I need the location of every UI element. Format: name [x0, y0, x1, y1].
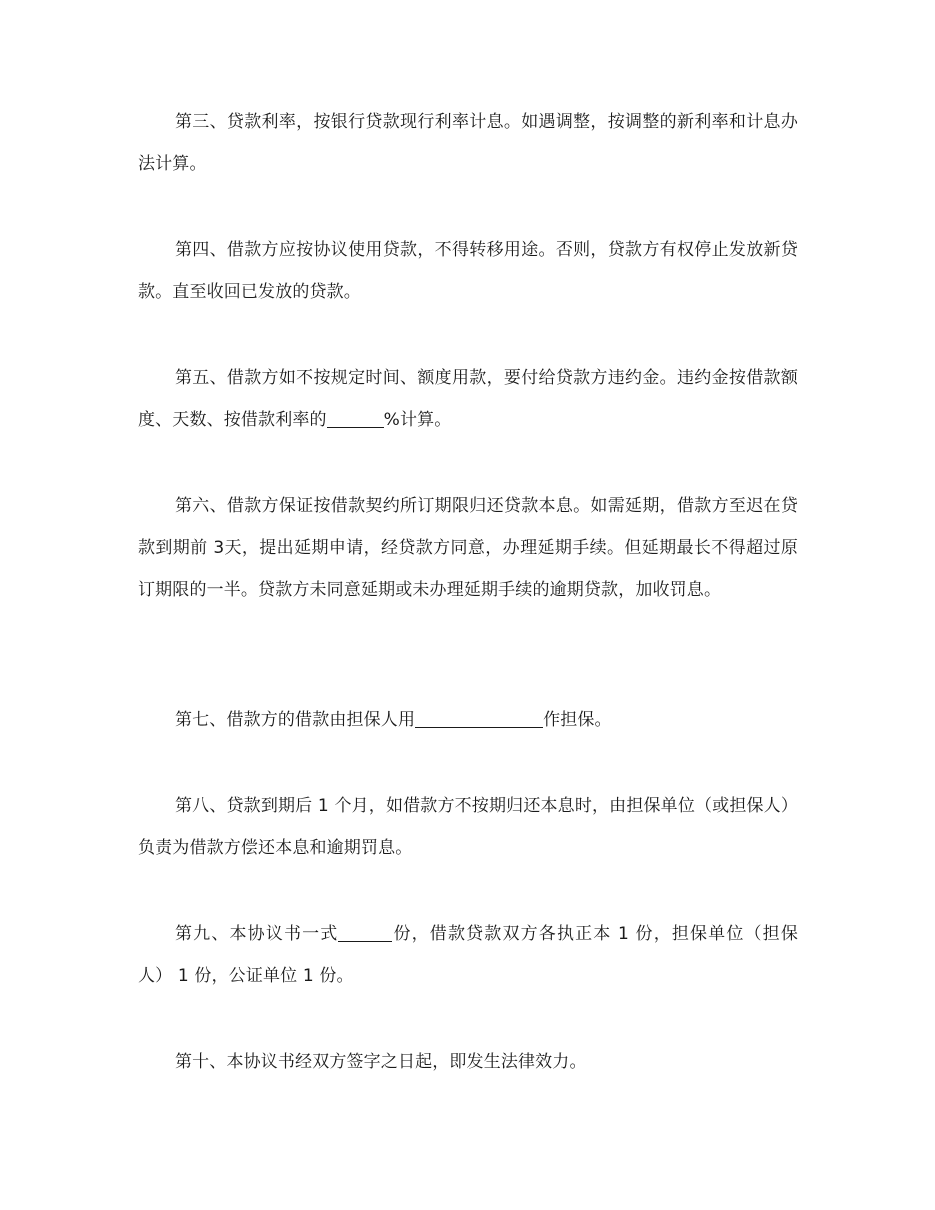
- clause-10: 第十、本协议书经双方签字之日起，即发生法律效力。: [175, 1052, 587, 1072]
- clause-8: 第八、贷款到期后 1 个月，如借款方不按期归还本息时，由担保单位（或担保人）负责为借款方偿还本息和逾期罚息。: [138, 796, 798, 858]
- guarantee-blank: [415, 705, 543, 728]
- penalty-rate-blank: [327, 405, 384, 428]
- clause-5-text-after-blank: %计算。: [383, 410, 452, 430]
- clause-5: [138, 357, 798, 441]
- clause-7-text-after-blank: 作担保。: [543, 710, 612, 730]
- clause-9-text-after-blank: 份，借款贷款双方各执正本 1 份，担保单位（担保人） 1 份，公证单位 1 份。: [138, 924, 798, 986]
- clause-7: [138, 699, 798, 741]
- clause-5-text-before-blank: 第五、借款方如不按规定时间、额度用款，要付给贷款方违约金。违约金按借款额度、天数、按借款利率的: [138, 368, 798, 430]
- clause-6: 第六、借款方保证按借款契约所订期限归还贷款本息。如需延期，借款方至迟在贷款到期前 3天，提出延期申请，经贷款方同意，办理延期手续。但延期最长不得超过原订期限的一半。贷款方未同意延期或未办理延期手续的逾期贷款，加收罚息。: [138, 496, 798, 600]
- clause-7-text-before-blank: 第七、借款方的借款由担保人用: [175, 710, 416, 730]
- clause-9-text-before-blank: 第九、本协议书一式: [175, 924, 339, 944]
- copies-count-blank: [338, 919, 392, 942]
- clause-4: 第四、借款方应按协议使用贷款，不得转移用途。否则，贷款方有权停止发放新贷款。直至收回已发放的贷款。: [138, 240, 798, 302]
- clause-9: [138, 913, 798, 997]
- clause-3: 第三、贷款利率，按银行贷款现行利率计息。如遇调整，按调整的新利率和计息办法计算。: [138, 112, 798, 174]
